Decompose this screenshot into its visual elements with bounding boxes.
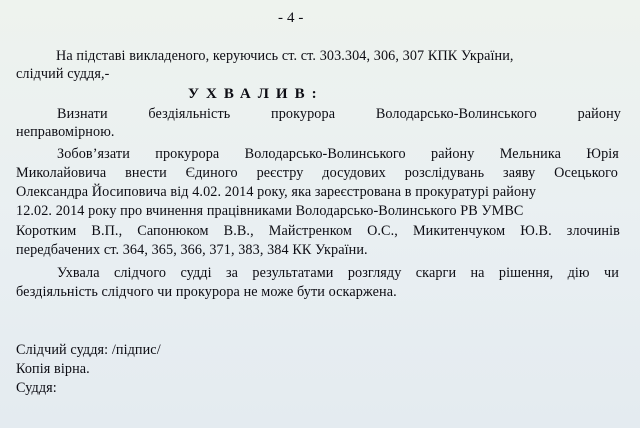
word: реєстру xyxy=(256,165,304,181)
decision-2-line-1 xyxy=(57,146,619,163)
word: заяву xyxy=(503,165,536,181)
decision-heading: УХВАЛИВ: xyxy=(188,86,324,102)
word: бездіяльність xyxy=(148,106,231,122)
word: внести xyxy=(125,165,167,181)
word: Микитенчуком xyxy=(412,223,506,239)
word: Осецького xyxy=(554,165,618,181)
decision-2-line-2 xyxy=(16,165,618,182)
word: результатами xyxy=(252,265,334,281)
word: чи xyxy=(603,265,619,281)
word: за xyxy=(225,265,239,281)
word: слідчого xyxy=(113,265,167,281)
decision-1-line-1 xyxy=(57,106,621,123)
decision-3-line-1 xyxy=(57,265,619,282)
word: Коротким xyxy=(16,223,77,239)
word: судді xyxy=(180,265,212,281)
word: прокурора xyxy=(155,146,220,162)
decision-2-line-3: Олександра Йосиповича від 4.02. 2014 року, яка зареєстрована в прокуратурі району xyxy=(16,184,537,200)
word: Зобов’язати xyxy=(57,146,130,162)
word: Ю.В. xyxy=(520,223,552,239)
word: В.П., xyxy=(91,223,123,239)
word: Визнати xyxy=(57,106,108,122)
word: Миколайовича xyxy=(16,165,107,181)
intro-line-2: слідчий суддя,- xyxy=(16,66,110,82)
decision-2-line-4: 12.02. 2014 року про вчинення працівниками Володарсько-Волинського РВ УМВС xyxy=(16,203,524,219)
intro-line-1: На підставі викладеного, керуючись ст. ст. 303.304, 306, 307 КПК України, xyxy=(56,48,514,64)
word: на xyxy=(470,265,485,281)
word: району xyxy=(577,106,621,122)
word: прокурора xyxy=(271,106,336,122)
word: Єдиного xyxy=(185,165,238,181)
word: Юрія xyxy=(586,146,619,162)
judge-signature-line: Слідчий суддя: /підпис/ xyxy=(16,342,161,358)
judge-line: Суддя: xyxy=(16,380,57,396)
word: Майстренком xyxy=(268,223,353,239)
word: злочинів xyxy=(566,223,620,239)
word: розгляду xyxy=(347,265,402,281)
word: розслідувань xyxy=(404,165,485,181)
word: скарги xyxy=(415,265,457,281)
word: Володарсько-Волинського xyxy=(244,146,406,162)
word: Ухвала xyxy=(57,265,100,281)
word: району xyxy=(431,146,475,162)
word: рішення, xyxy=(498,265,554,281)
word: дію xyxy=(567,265,590,281)
decision-2-line-6: передбачених ст. 364, 365, 366, 371, 383, 384 КК України. xyxy=(16,242,368,258)
decision-1-line-2: неправомірною. xyxy=(16,124,115,140)
word: В.В., xyxy=(223,223,254,239)
word: Мельника xyxy=(499,146,562,162)
page-number: - 4 - xyxy=(278,10,304,26)
decision-3-line-2: бездіяльність слідчого чи прокурора не може бути оскаржена. xyxy=(16,284,397,300)
decision-2-line-5 xyxy=(16,223,620,240)
word: Володарсько-Волинського xyxy=(375,106,537,122)
word: досудових xyxy=(322,165,386,181)
word: Сапонюком xyxy=(137,223,209,239)
copy-true-line: Копія вірна. xyxy=(16,361,90,377)
word: О.С., xyxy=(367,223,398,239)
